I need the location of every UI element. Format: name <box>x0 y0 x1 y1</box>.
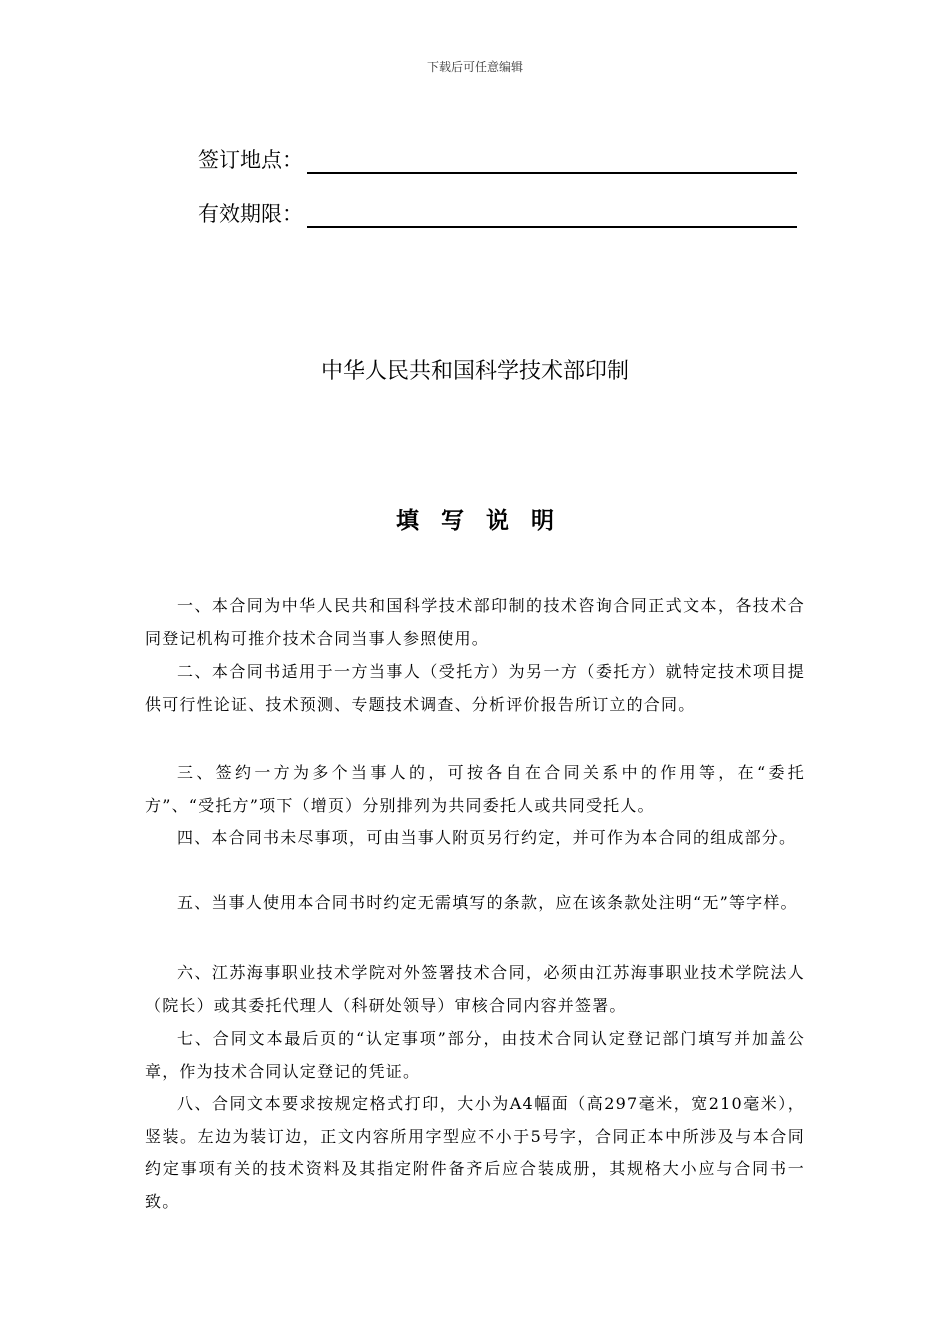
validity-term-field <box>198 194 797 228</box>
instruction-paragraph: 六、江苏海事职业技术学院对外签署技术合同，必须由江苏海事职业技术学院法人（院长）或其委托代理人（科研处领导）审核合同内容并签署。 <box>145 963 805 1015</box>
instruction-paragraph: 三、签约一方为多个当事人的，可按各自在合同关系中的作用等，在“委托方”、“受托方”项下（增页）分别排列为共同委托人或共同受托人。 <box>145 763 805 815</box>
instruction-paragraph: 二、本合同书适用于一方当事人（受托方）为另一方（委托方）就特定技术项目提供可行性论证、技术预测、专题技术调查、分析评价报告所订立的合同。 <box>145 662 805 714</box>
instruction-paragraph: 八、合同文本要求按规定格式打印，大小为A4幅面（高297毫米，宽210毫米），竖装。左边为装订边，正文内容所用字型应不小于5号字，合同正本中所涉及与本合同约定事项有关的技术资料及其指定附件备齐后应合装成册，其规格大小应与合同书一致。 <box>145 1094 805 1211</box>
validity-term-blank[interactable] <box>307 200 797 228</box>
signing-place-label: 签订地点： <box>198 148 303 172</box>
signing-place-blank[interactable] <box>307 146 797 174</box>
instruction-paragraph: 一、本合同为中华人民共和国科学技术部印制的技术咨询合同正式文本，各技术合同登记机构可推介技术合同当事人参照使用。 <box>145 596 805 648</box>
validity-term-label: 有效期限： <box>198 202 303 226</box>
instruction-paragraph: 四、本合同书未尽事项，可由当事人附页另行约定，并可作为本合同的组成部分。 <box>177 828 797 847</box>
instruction-paragraph: 五、当事人使用本合同书时约定无需填写的条款，应在该条款处注明“无”等字样。 <box>177 893 798 912</box>
signing-place-field <box>198 140 797 174</box>
instruction-paragraph: 七、合同文本最后页的“认定事项”部分，由技术合同认定登记部门填写并加盖公章，作为技术合同认定登记的凭证。 <box>145 1029 805 1081</box>
section-title: 填写说明 <box>396 508 576 534</box>
publisher-line: 中华人民共和国科学技术部印制 <box>320 359 629 384</box>
header-note: 下载后可任意编辑 <box>426 60 523 74</box>
